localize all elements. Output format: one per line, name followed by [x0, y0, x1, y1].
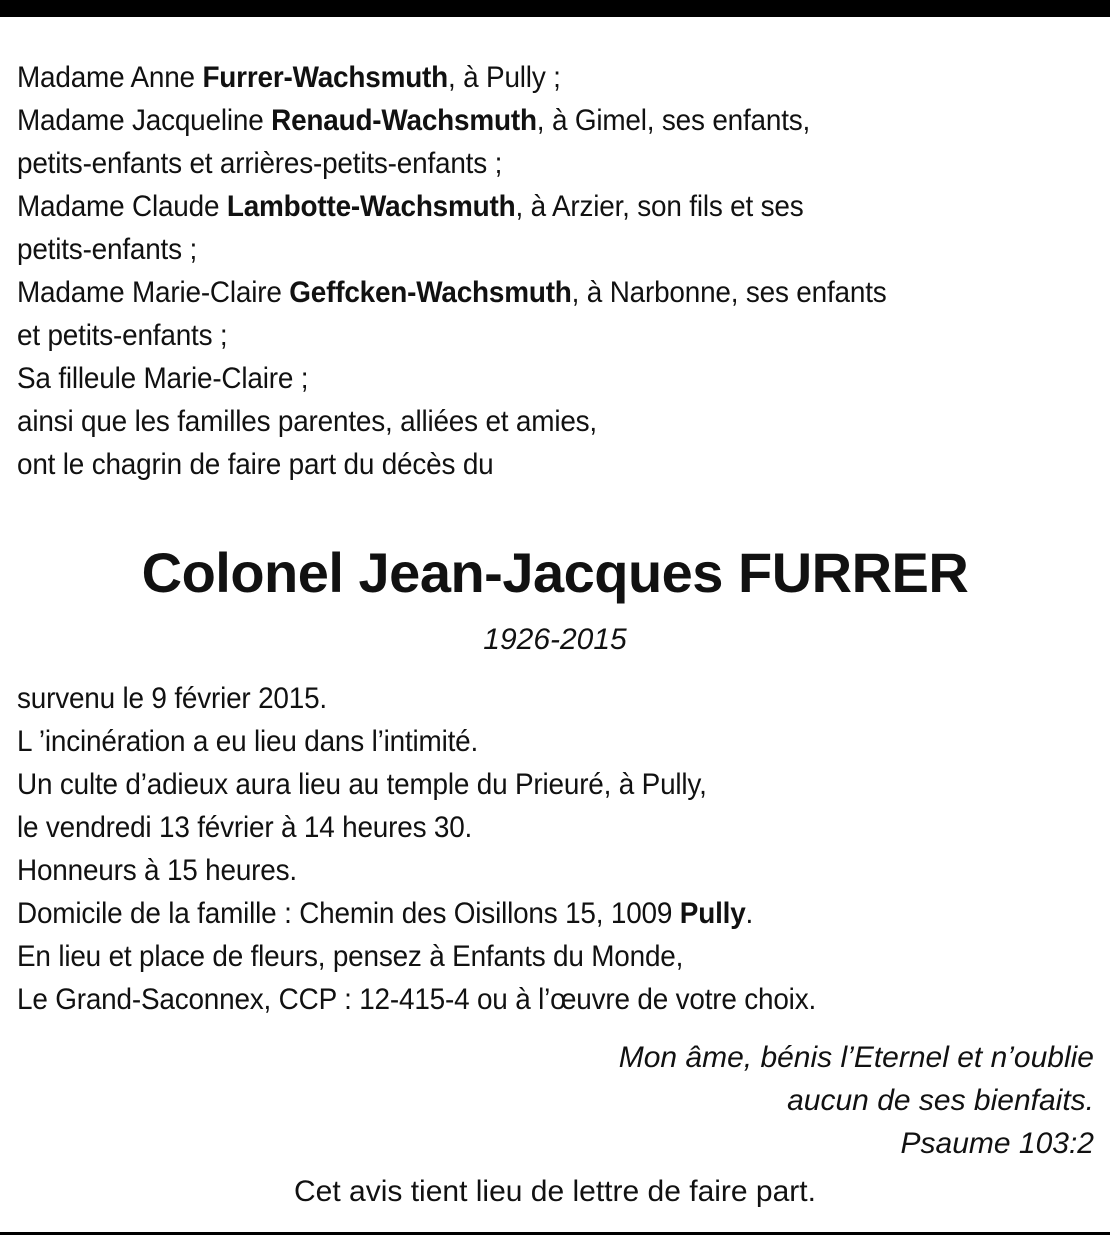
family-surname: Furrer-Wachsmuth [202, 61, 449, 94]
top-border-rule [0, 0, 1110, 17]
verse-line-2: aucun de ses bienfaits. [787, 1084, 1094, 1117]
town-name: Pully [679, 897, 746, 930]
detail-line: Le Grand-Saconnex, CCP : 12-415-4 ou à l’œuvre de votre choix. [17, 983, 817, 1016]
family-surname: Renaud-Wachsmuth [271, 104, 537, 137]
bottom-border-rule [0, 1232, 1110, 1235]
detail-line: En lieu et place de fleurs, pensez à Enfants du Monde, [17, 940, 684, 973]
family-line: Madame Marie-Claire Geffcken-Wachsmuth, à Narbonne, ses enfants [17, 276, 887, 309]
family-line: et petits-enfants ; [17, 319, 228, 352]
family-line: ont le chagrin de faire part du décès du [17, 448, 494, 481]
bible-verse [619, 1036, 1094, 1165]
family-surname: Geffcken-Wachsmuth [289, 276, 572, 309]
detail-line: Un culte d’adieux aura lieu au temple du Prieuré, à Pully, [17, 768, 707, 801]
closing-note: Cet avis tient lieu de lettre de faire part. [294, 1175, 816, 1208]
detail-line: le vendredi 13 février à 14 heures 30. [17, 811, 473, 844]
family-line: Madame Jacqueline Renaud-Wachsmuth, à Gimel, ses enfants, [17, 104, 811, 137]
family-line: Madame Claude Lambotte-Wachsmuth, à Arzier, son fils et ses [17, 190, 804, 223]
deceased-name-heading: Colonel Jean-Jacques FURRER [141, 541, 969, 604]
verse-line-1: Mon âme, bénis l’Eternel et n’oublie [618, 1041, 1094, 1074]
family-line: petits-enfants et arrières-petits-enfants ; [17, 147, 503, 180]
detail-line: L ’incinération a eu lieu dans l’intimité. [17, 725, 479, 758]
detail-line: Honneurs à 15 heures. [17, 854, 297, 887]
funeral-details [17, 677, 1097, 1021]
family-surname: Lambotte-Wachsmuth [226, 190, 516, 223]
detail-line: Domicile de la famille : Chemin des Oisillons 15, 1009 Pully. [17, 897, 754, 930]
family-line: Madame Anne Furrer-Wachsmuth, à Pully ; [17, 61, 561, 94]
family-line: ainsi que les familles parentes, alliées et amies, [17, 405, 598, 438]
family-announcement [17, 56, 1097, 486]
life-years: 1926-2015 [483, 623, 627, 656]
family-line: Sa filleule Marie-Claire ; [17, 362, 309, 395]
family-line: petits-enfants ; [17, 233, 198, 266]
verse-reference: Psaume 103:2 [900, 1127, 1094, 1160]
detail-line: survenu le 9 février 2015. [17, 682, 327, 715]
